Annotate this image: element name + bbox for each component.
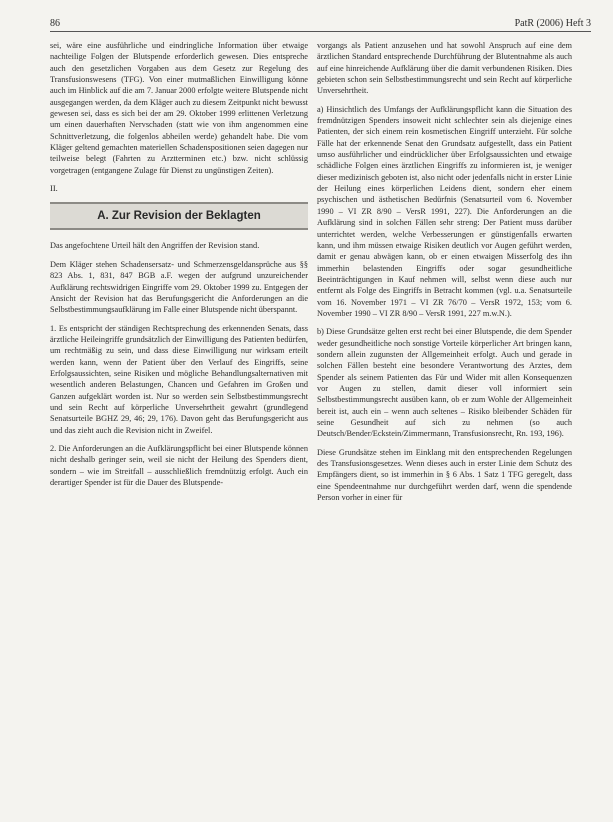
paragraph: Dem Kläger stehen Schadensersatz- und Schmerzensgeldansprüche aus §§ 823 Abs. 1, 831, 847 BGB a.F. wegen der aufgrund unzureichender Aufklärung rechtswidrigen Eingriffe vom 29. Oktober 1999 zu. Entgegen der Ansicht der Revision hat das Berufungsgericht die Anforderungen an die Selbstbestimmungsaufklärung im Falle einer Blutspende nicht überspannt. bbox=[50, 259, 308, 315]
left-column bbox=[50, 40, 308, 495]
page-header bbox=[0, 0, 613, 40]
paragraph: sei, wäre eine ausführliche und eindringliche Information über etwaige nachteilige Folgen der Blutspende erforderlich gewesen. Dies entspreche auch den gesetzlichen Vorgaben aus dem Gesetz zur Regelung des Transfusionswesens (TFG). Von einer mutmaßlichen Einwilligung könne auch im Hinblick auf die am 7. Januar 2000 erfolgte weitere Blutspende nicht ausgegangen werden, da dem Kläger auch zu diesem Zeitpunkt nicht bewusst gewesen sei, dass es sich bei der am 29. Oktober 1999 erlittenen Verletzung um einen dauerhaften Nervschaden (statt wie von ihm angenommen eine Schnittverletzung, die folgenlos abheilen werde) gehandelt habe. Die vom Kläger geltend gemachten materiellen Schadenspositionen seien dagegen nur teilweise belegt (Fahrten zu Arztterminen etc.) bzw. nicht schlüssig vorgetragen (entgangene Zulage für Dienst zu ungünstigen Zeiten). bbox=[50, 41, 308, 175]
paragraph: 1. Es entspricht der ständigen Rechtsprechung des erkennenden Senats, dass ärztliche Heileingriffe grundsätzlich der Einwilligung des Patienten bedürfen, um rechtmäßig zu sein, und dass diese Einwilligung nur wirksam erteilt werden kann, wenn der Patient über den Verlauf des Eingriffs, seine Erfolgsaussichten, seine Risiken und mögliche Behandlungsalternativen mit wesentlich anderen Belastungen, Chancen und Gefahren im Großen und Ganzen aufgeklärt worden ist. Nur so werden sein Selbstbestimmungsrecht und sein Recht auf körperliche Unversehrtheit gewahrt (grundlegend Senatsurteile BGHZ 29, 46; 29, 176). Davon geht das Berufungsgericht aus und das zieht auch die Revision nicht in Zweifel. bbox=[50, 323, 308, 435]
paragraph: b) Diese Grundsätze gelten erst recht bei einer Blutspende, die dem Spender weder gesundheitliche noch sonstige Vorteile körperlicher Art bringen kann, sondern allein zugunsten der Allgemeinheit erfolgt. Auch und gerade in solchen Fällen besteht eine besondere Verantwortung des Arztes, dem Spender als seinem Patienten das Für und Wider mit allen Konsequenzen vor Augen zu stellen, damit dieser voll informiert sein Selbstbestimmungsrecht ausüben kann, ob er zum Wohle der Allgemeinheit bereit ist, auch ein – wenn auch seltenes – Risiko bleibender Schäden für seine Gesundheit auf sich zu nehmen (so auch Deutsch/Bender/Eckstein/Zimmermann, Transfusionsrecht, Rn. 193, 196). bbox=[317, 327, 572, 439]
section-marker: II. bbox=[50, 183, 58, 194]
journal-reference: PatR (2006) Heft 3 bbox=[514, 18, 591, 29]
right-column bbox=[317, 40, 572, 510]
paragraph: a) Hinsichtlich des Umfangs der Aufklärungspflicht kann die Situation des fremdnützigen Spenders insoweit nicht schlechter sein als diejenige eines Patienten, der sich einem rein kosmetischen Eingriff unterzieht. Für solche Fälle hat der erkennende Senat den Grundsatz aufgestellt, dass ein Patient umso ausführlicher und eindrücklicher über Erfolgsaussichten und etwaige schädliche Folgen eines ärztlichen Eingriffs zu informieren ist, je weniger dieser medizinisch geboten ist, also nicht oder jedenfalls nicht in erster Linie der Heilung eines körperlichen Leidens dient, sondern eher einem psychischen und ästhetischen Bedürfnis (Senatsurteil vom 6. November 1990 – VI ZR 8/90 – VersR 1991, 227). Die Anforderungen an die Aufklärung sind in solchen Fällen sehr streng: Der Patient muss darüber unterrichtet werden, welche Verbesserungen er günstigenfalls erwarten kann, und ihm müssen etwaige Risiken deutlich vor Augen geführt werden, damit er genau abwägen kann, ob er einen etwaigen Misserfolg des ihn immerhin belastenden Eingriffs oder sogar gesundheitliche Beeinträchtigungen in Kauf nehmen will, selbst wenn diese auch nur entfernt als Folge des Eingriffs in Betracht kommen (vgl. u.a. Senatsurteile vom 16. November 1971 – VI ZR 76/70 – VersR 1972, 153; vom 6. November 1990 – VI ZR 8/90 – VersR 1991, 227 m.w.N.). bbox=[317, 104, 572, 318]
header-rule bbox=[50, 31, 591, 32]
page-number: 86 bbox=[50, 18, 60, 29]
paragraph: vorgangs als Patient anzusehen und hat sowohl Anspruch auf eine dem ärztlichen Standard entsprechende Durchführung der Blutentnahme als auch auf eine hinreichende Aufklärung über die damit verbundenen Risiken. Dies gebieten schon sein Selbstbestimmungsrecht und sein Recht auf körperliche Unversehrtheit. bbox=[317, 41, 572, 96]
paragraph: Das angefochtene Urteil hält den Angriffen der Revision stand. bbox=[50, 241, 260, 251]
section-heading-text: A. Zur Revision der Beklagten bbox=[97, 209, 261, 222]
paragraph: 2. Die Anforderungen an die Aufklärungspflicht bei einer Blutspende können nicht deshalb geringer sein, weil sie nicht der Heilung des Spenders dient, sondern – wie im Streitfall – ausschließlich fremdnützig erfolgt. Auch ein derartiger Spender ist für die Dauer des Blutspende- bbox=[50, 443, 308, 487]
paragraph: Diese Grundsätze stehen im Einklang mit den entsprechenden Regelungen des Transfusionsgesetzes. Wenn dieses auch in erster Linie dem Schutz des Empfängers dient, so ist immerhin in § 6 Abs. 1 Satz 1 TFG geregelt, dass eine Spendeentnahme nur durchgeführt werden darf, wenn die spendende Person vorher in einer für bbox=[317, 447, 572, 503]
section-heading bbox=[50, 202, 308, 230]
